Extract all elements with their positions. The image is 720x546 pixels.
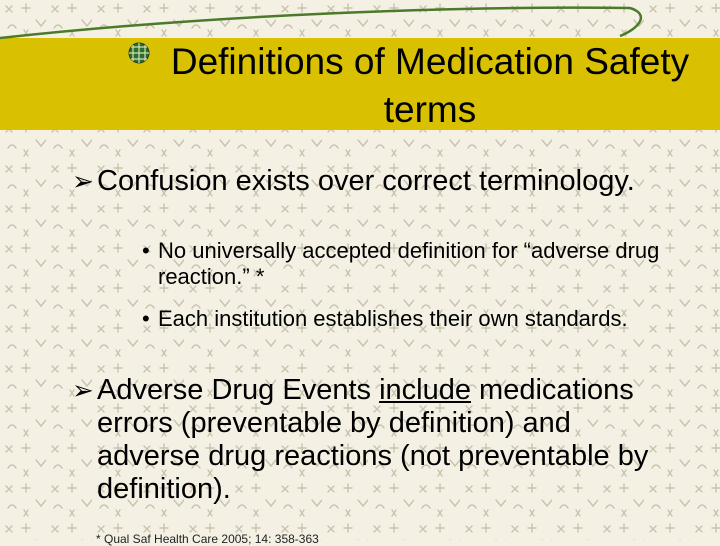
bullet-2-text <box>72 374 672 506</box>
bullet-1-text: Confusion exists over correct terminology. <box>97 165 635 197</box>
bullet-1 <box>72 165 672 198</box>
dot-icon: • <box>142 306 150 331</box>
arrowhead-icon: ➢ <box>72 166 94 196</box>
bullet-2-text-end: medications errors (preventable by definition) and adverse drug reactions (not preventable by definition). <box>97 374 649 505</box>
underlined-word: include <box>379 374 471 406</box>
arrowhead-icon: ➢ <box>72 375 94 405</box>
sub-bullet-2 <box>142 306 662 332</box>
slide-title: Definitions of Medication Safety terms <box>170 41 690 130</box>
bullet-2 <box>72 374 672 506</box>
bullet-2-text-start: Adverse Drug Events <box>97 374 380 406</box>
dot-icon: • <box>142 238 150 263</box>
footnote: * Qual Saf Health Care 2005; 14: 358-363 <box>96 532 319 546</box>
sub-bullet-1-text: No universally accepted definition for “adverse drug reaction.” * <box>158 238 660 289</box>
sub-bullet-2-text: Each institution establishes their own standards. <box>158 306 628 331</box>
sub-bullet-1 <box>142 238 662 290</box>
